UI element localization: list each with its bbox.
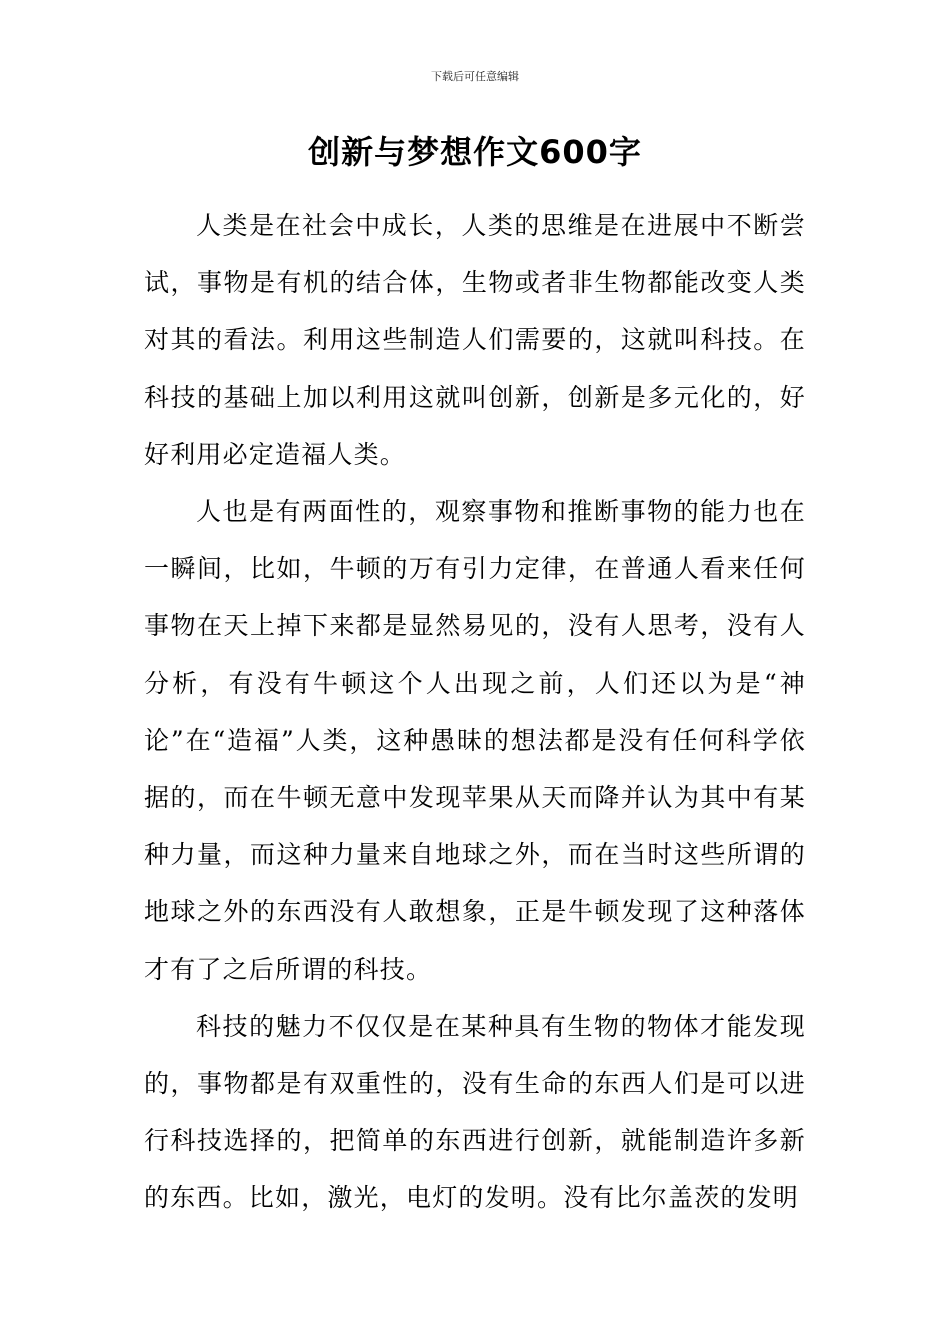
paragraph-3: 科技的魅力不仅仅是在某种具有生物的物体才能发现的，事物都是有双重性的，没有生命的东西人们是可以进行科技选择的，把简单的东西进行创新，就能制造许多新的东西。比如，激光，电灯的发明。没有比尔盖茨的发明 (144, 1011, 806, 1213)
paragraph-1: 人类是在社会中成长，人类的思维是在进展中不断尝试，事物是有机的结合体，生物或者非生物都能改变人类对其的看法。利用这些制造人们需要的，这就叫科技。在科技的基础上加以利用这就叫创新，创新是多元化的，好好利用必定造福人类。 (144, 211, 806, 469)
document-body (144, 197, 806, 1227)
paragraph-2: 人也是有两面性的，观察事物和推断事物的能力也在一瞬间，比如，牛顿的万有引力定律，在普通人看来任何事物在天上掉下来都是显然易见的，没有人思考，没有人分析，有没有牛顿这个人出现之前，人们还以为是“神论”在“造福”人类，这种愚昧的想法都是没有任何科学依据的，而在牛顿无意中发现苹果从天而降并认为其中有某种力量，而这种力量来自地球之外，而在当时这些所谓的地球之外的东西没有人敢想象，正是牛顿发现了这种落体才有了之后所谓的科技。 (144, 497, 806, 984)
document-title: 创新与梦想作文600字 (308, 133, 642, 171)
header-note: 下载后可任意编辑 (431, 70, 519, 83)
